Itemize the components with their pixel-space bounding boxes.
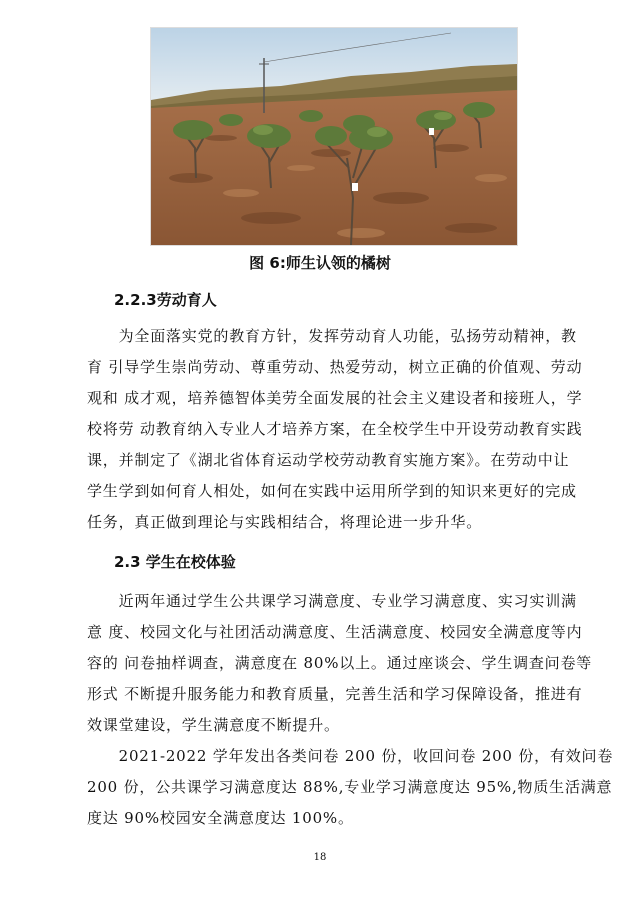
page-number: 18: [313, 852, 327, 863]
paragraph-line: 育 引导学生崇尚劳动、尊重劳动、热爱劳动，树立正确的价值观、劳动: [87, 358, 583, 376]
paragraph-line: 观和 成才观，培养德智体美劳全面发展的社会主义建设者和接班人，学: [87, 389, 583, 407]
orchard-illustration: [151, 28, 517, 245]
paragraph-line: 近两年通过学生公共课学习满意度、专业学习满意度、实习实训满: [87, 592, 577, 610]
section-heading-student-experience: 2.3 学生在校体验: [114, 553, 236, 571]
section-heading-labor-education: 2.2.3劳动育人: [114, 291, 217, 309]
paragraph-line: 度达 90%校园安全满意度达 100%。: [87, 809, 354, 827]
paragraph-line: 校将劳 动教育纳入专业人才培养方案，在全校学生中开设劳动教育实践: [87, 420, 583, 438]
paragraph-line: 效课堂建设，学生满意度不断提升。: [87, 716, 340, 734]
paragraph-line: 200 份，公共课学习满意度达 88%,专业学习满意度达 95%,物质生活满意: [87, 778, 613, 796]
paragraph-line: 为全面落实党的教育方针，发挥劳动育人功能，弘扬劳动精神，教: [87, 327, 577, 345]
paragraph-line: 学生学到如何育人相处，如何在实践中运用所学到的知识来更好的完成: [87, 482, 577, 500]
figure-caption: 图 6:师生认领的橘树: [249, 254, 391, 272]
paragraph-line: 2021-2022 学年发出各类问卷 200 份，收回问卷 200 份，有效问卷: [87, 747, 614, 765]
paragraph-line: 容的 问卷抽样调查，满意度在 80%以上。通过座谈会、学生调查问卷等: [87, 654, 593, 672]
orchard-photo: [150, 27, 518, 246]
student-experience-paragraph-2: [87, 741, 614, 834]
paragraph-line: 形式 不断提升服务能力和教育质量，完善生活和学习保障设备，推进有: [87, 685, 583, 703]
paragraph-line: 意 度、校园文化与社团活动满意度、生活满意度、校园安全满意度等内: [87, 623, 583, 641]
paragraph-line: 课，并制定了《湖北省体育运动学校劳动教育实施方案》。在劳动中让: [87, 451, 570, 469]
paragraph-line: 任务，真正做到理论与实践相结合，将理论进一步升华。: [87, 513, 483, 531]
student-experience-paragraph-1: [87, 586, 593, 741]
labor-education-paragraph: [87, 321, 583, 538]
